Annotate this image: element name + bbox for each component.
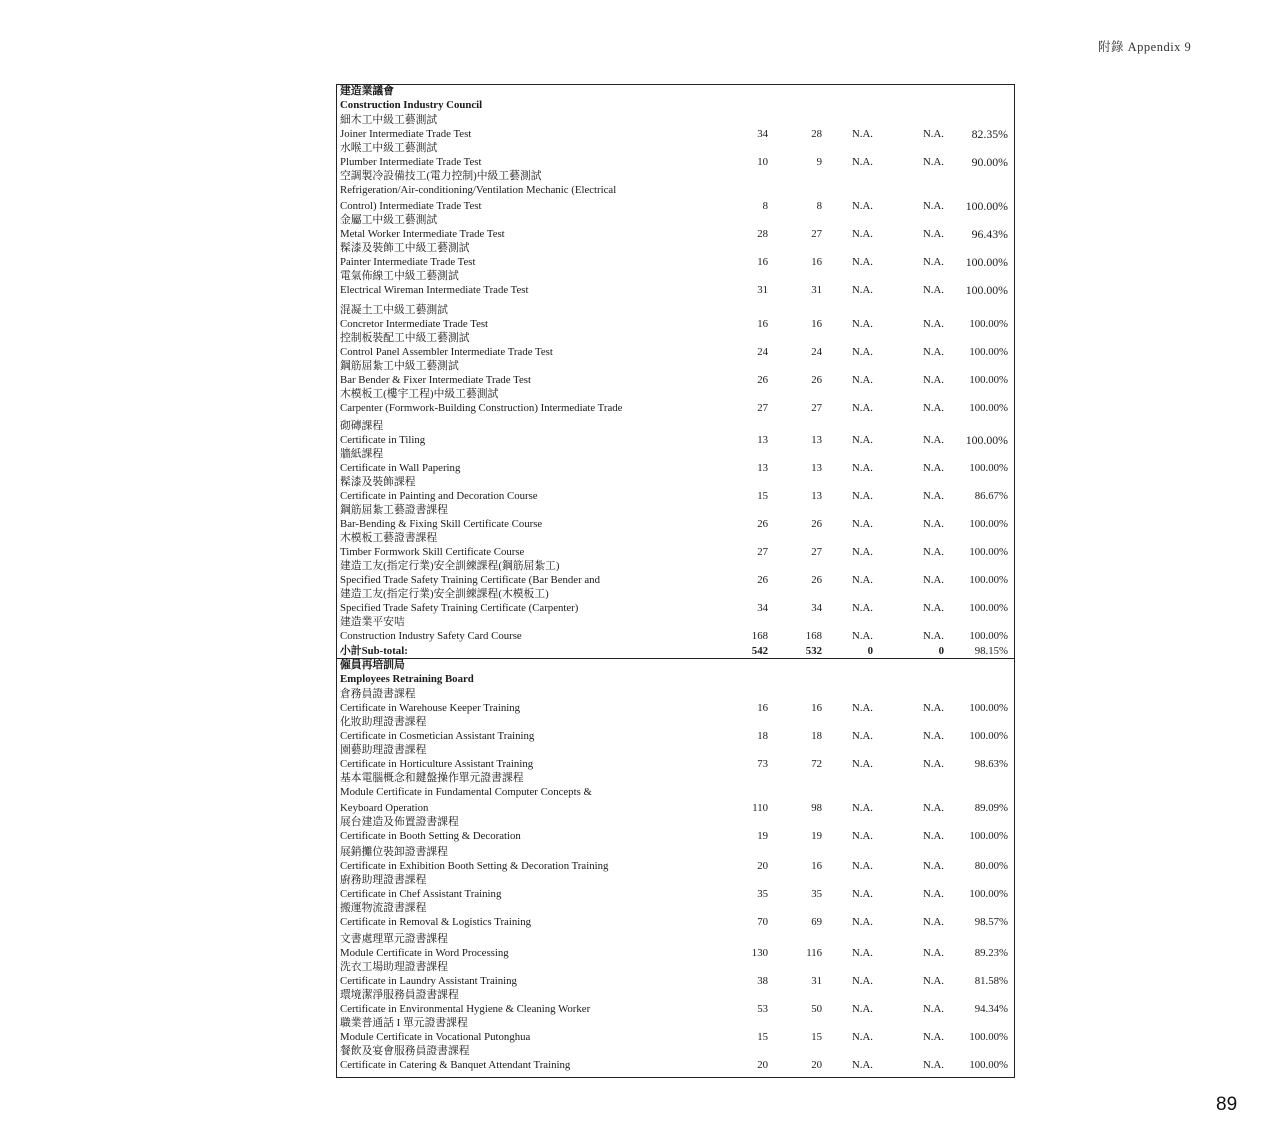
na-value-b: N.A.: [923, 200, 944, 212]
course-name-en: Certificate in Laundry Assistant Training: [340, 975, 517, 987]
completers-value: 72: [811, 758, 822, 770]
na-value-a: N.A.: [852, 518, 873, 530]
na-value-a: N.A.: [852, 947, 873, 959]
course-name-en: Bar-Bending & Fixing Skill Certificate Course: [340, 518, 543, 530]
table-body: [337, 85, 1014, 1072]
training-results-table: [336, 84, 1015, 1078]
course-name-zh: 細木工中級工藝測試: [340, 114, 438, 126]
completers-value: 26: [811, 374, 822, 386]
course-name-en: Bar Bender & Fixer Intermediate Trade Test: [340, 374, 531, 386]
course-name-en: Refrigeration/Air-conditioning/Ventilation Mechanic (Electrical: [340, 184, 617, 196]
course-name-zh: 鋼筋屈紮工中級工藝測試: [340, 360, 459, 372]
course-name-en: Certificate in Painting and Decoration Course: [340, 490, 538, 502]
rate-value: 100.00%: [969, 462, 1008, 474]
table-row: [337, 715, 1014, 743]
rate-value: 100.00%: [969, 518, 1008, 530]
course-name-en: Module Certificate in Word Processing: [340, 947, 509, 959]
na-value-a: N.A.: [852, 256, 873, 268]
na-value-a: N.A.: [852, 802, 873, 814]
table-row: [337, 169, 1014, 213]
na-value-b: N.A.: [923, 947, 944, 959]
completers-value: 13: [811, 462, 822, 474]
table-row: [337, 303, 1014, 331]
completers-value: 35: [811, 888, 822, 900]
course-name-zh: 髹漆及裝飾課程: [340, 476, 416, 488]
rate-value: 100.00%: [969, 630, 1008, 642]
table-row: [337, 615, 1014, 643]
course-name-zh: 砌磚課程: [340, 420, 384, 432]
table-row: [337, 503, 1014, 531]
rate-value: 100.00%: [969, 702, 1008, 714]
completers-value: 18: [811, 730, 822, 742]
course-name-en: Certificate in Wall Papering: [340, 462, 461, 474]
rate-value: 98.57%: [974, 916, 1008, 928]
course-name-zh: 環境潔淨服務員證書課程: [340, 989, 459, 1001]
na-value-b: N.A.: [923, 860, 944, 872]
completers-value: 8: [816, 200, 822, 212]
course-name-en: Specified Trade Safety Training Certificate (Bar Bender and: [340, 574, 600, 586]
completers-value: 24: [811, 346, 822, 358]
course-name-zh: 園藝助理證書課程: [340, 744, 427, 756]
section-title-en: Employees Retraining Board: [340, 673, 474, 685]
course-name-zh: 鋼筋屈紮工藝證書課程: [340, 504, 448, 516]
row-values: [337, 1002, 1014, 1016]
row-values: [337, 629, 1014, 643]
course-name-zh: 牆紙課程: [340, 448, 384, 460]
rate-value: 94.34%: [974, 1003, 1008, 1015]
table-row: [337, 387, 1014, 415]
applicants-value: 34: [757, 602, 768, 614]
row-values: [337, 757, 1014, 771]
table-row: [337, 241, 1014, 269]
row-values: [337, 729, 1014, 743]
course-name-en: Certificate in Warehouse Keeper Training: [340, 702, 521, 714]
applicants-value: 110: [752, 802, 768, 814]
table-row: [337, 559, 1014, 587]
course-name-zh: 基本電腦概念和鍵盤操作單元證書課程: [340, 772, 524, 784]
course-name-zh: 空調製冷設備技工(電力控制)中級工藝測試: [340, 170, 542, 182]
completers-value: 9: [816, 156, 822, 168]
table-row: [337, 141, 1014, 169]
course-name-en: Certificate in Environmental Hygiene & Cleaning Worker: [340, 1003, 591, 1015]
row-values: [337, 345, 1014, 359]
table-row: [337, 932, 1014, 960]
table-row: [337, 419, 1014, 447]
rate-value: 100.00%: [969, 546, 1008, 558]
completers-value: 31: [811, 284, 822, 296]
course-name-en: Concretor Intermediate Trade Test: [340, 318, 489, 330]
completers-value: 20: [811, 1059, 822, 1071]
na-value-a: N.A.: [852, 830, 873, 842]
table-row: [337, 1016, 1014, 1044]
na-value-b: N.A.: [923, 1031, 944, 1043]
row-values: [337, 545, 1014, 559]
na-value-a: N.A.: [852, 730, 873, 742]
table-row: [337, 359, 1014, 387]
na-value-a: N.A.: [852, 200, 873, 212]
na-value-b: N.A.: [923, 518, 944, 530]
completers-value: 98: [811, 802, 822, 814]
row-values: [337, 317, 1014, 331]
completers-value: 26: [811, 518, 822, 530]
rate-value: 98.63%: [974, 758, 1008, 770]
section-1: [337, 658, 1014, 1072]
rate-value: 96.43%: [971, 227, 1008, 241]
course-name-en: Timber Formwork Skill Certificate Course: [340, 546, 525, 558]
na-value-a: N.A.: [852, 574, 873, 586]
row-values: [337, 517, 1014, 531]
completers-value: 69: [811, 916, 822, 928]
table-row: [337, 331, 1014, 359]
completers-value: 27: [811, 546, 822, 558]
subtotal-applicants: 542: [751, 645, 768, 657]
row-values: [337, 433, 1014, 447]
na-value-a: N.A.: [852, 1031, 873, 1043]
course-name-zh: 建造業平安咭: [340, 616, 405, 628]
row-values: [337, 974, 1014, 988]
completers-value: 168: [805, 630, 822, 642]
rate-value: 100.00%: [965, 433, 1008, 447]
rate-value: 100.00%: [969, 402, 1008, 414]
table-row: [337, 815, 1014, 843]
course-name-zh: 展銷攤位裝卸證書課程: [340, 846, 448, 858]
na-value-b: N.A.: [923, 318, 944, 330]
applicants-value: 26: [757, 518, 768, 530]
na-value-a: N.A.: [852, 128, 873, 140]
na-value-a: N.A.: [852, 888, 873, 900]
section-0: [337, 85, 1014, 658]
row-values: [337, 227, 1014, 241]
na-value-a: N.A.: [852, 434, 873, 446]
applicants-value: 13: [757, 462, 768, 474]
course-name-en: Joiner Intermediate Trade Test: [340, 128, 472, 140]
course-name-en: Certificate in Removal & Logistics Training: [340, 916, 532, 928]
course-name-en: Certificate in Exhibition Booth Setting & Decoration Training: [340, 860, 609, 872]
applicants-value: 27: [757, 402, 768, 414]
row-values: [337, 127, 1014, 141]
na-value-b: N.A.: [923, 730, 944, 742]
course-name-zh: 髹漆及裝飾工中級工藝測試: [340, 242, 470, 254]
subtotal-row: [337, 644, 1014, 658]
course-name-en: Certificate in Horticulture Assistant Training: [340, 758, 534, 770]
rate-value: 100.00%: [969, 574, 1008, 586]
applicants-value: 53: [757, 1003, 768, 1015]
completers-value: 13: [811, 490, 822, 502]
table-row: [337, 743, 1014, 771]
course-name-en: Certificate in Catering & Banquet Attendant Training: [340, 1059, 571, 1071]
na-value-a: N.A.: [852, 462, 873, 474]
na-value-a: N.A.: [852, 702, 873, 714]
na-value-a: N.A.: [852, 156, 873, 168]
subtotal-value-a: 0: [867, 645, 873, 657]
rate-value: 89.09%: [974, 802, 1008, 814]
na-value-b: N.A.: [923, 284, 944, 296]
na-value-a: N.A.: [852, 284, 873, 296]
na-value-b: N.A.: [923, 256, 944, 268]
applicants-value: 16: [757, 702, 768, 714]
applicants-value: 24: [757, 346, 768, 358]
na-value-b: N.A.: [923, 758, 944, 770]
table-row: [337, 771, 1014, 815]
row-values: [337, 401, 1014, 415]
course-name-en: Specified Trade Safety Training Certificate (Carpenter): [340, 602, 579, 614]
na-value-b: N.A.: [923, 228, 944, 240]
completers-value: 27: [811, 402, 822, 414]
row-values: [337, 887, 1014, 901]
na-value-a: N.A.: [852, 975, 873, 987]
course-name-zh: 金屬工中級工藝測試: [340, 214, 438, 226]
na-value-a: N.A.: [852, 860, 873, 872]
row-values: [337, 859, 1014, 873]
applicants-value: 8: [762, 200, 768, 212]
na-value-a: N.A.: [852, 602, 873, 614]
applicants-value: 168: [751, 630, 768, 642]
na-value-b: N.A.: [923, 374, 944, 386]
completers-value: 19: [811, 830, 822, 842]
na-value-a: N.A.: [852, 318, 873, 330]
row-values: [337, 829, 1014, 843]
table-row: [337, 269, 1014, 297]
row-values: [337, 601, 1014, 615]
applicants-value: 26: [757, 574, 768, 586]
row-values: [337, 801, 1014, 815]
rate-value: 100.00%: [965, 283, 1008, 297]
completers-value: 31: [811, 975, 822, 987]
applicants-value: 18: [757, 730, 768, 742]
completers-value: 50: [811, 1003, 822, 1015]
na-value-b: N.A.: [923, 1003, 944, 1015]
course-name-en: Electrical Wireman Intermediate Trade Test: [340, 284, 529, 296]
na-value-b: N.A.: [923, 602, 944, 614]
applicants-value: 73: [757, 758, 768, 770]
table-row: [337, 873, 1014, 901]
table-row: [337, 1044, 1014, 1072]
completers-value: 16: [811, 702, 822, 714]
na-value-b: N.A.: [923, 434, 944, 446]
na-value-b: N.A.: [923, 916, 944, 928]
rate-value: 100.00%: [969, 1059, 1008, 1071]
row-values: [337, 373, 1014, 387]
table-row: [337, 213, 1014, 241]
rate-value: 90.00%: [971, 155, 1008, 169]
na-value-a: N.A.: [852, 916, 873, 928]
course-name-zh: 水喉工中級工藝測試: [340, 142, 438, 154]
table-row: [337, 845, 1014, 873]
course-name-zh: 洗衣工場助理證書課程: [340, 961, 448, 973]
course-name-zh: 木模板工藝證書課程: [340, 532, 438, 544]
applicants-value: 70: [757, 916, 768, 928]
applicants-value: 20: [757, 860, 768, 872]
table-row: [337, 960, 1014, 988]
row-values: [337, 573, 1014, 587]
course-name-en: Certificate in Cosmetician Assistant Training: [340, 730, 535, 742]
applicants-value: 13: [757, 434, 768, 446]
rate-value: 100.00%: [965, 255, 1008, 269]
rate-value: 89.23%: [974, 947, 1008, 959]
subtotal-value-b: 0: [938, 645, 944, 657]
na-value-b: N.A.: [923, 702, 944, 714]
course-name-en: Painter Intermediate Trade Test: [340, 256, 476, 268]
rate-value: 100.00%: [969, 346, 1008, 358]
na-value-b: N.A.: [923, 156, 944, 168]
completers-value: 16: [811, 318, 822, 330]
rate-value: 100.00%: [969, 318, 1008, 330]
row-values: [337, 1030, 1014, 1044]
completers-value: 27: [811, 228, 822, 240]
applicants-value: 16: [757, 256, 768, 268]
completers-value: 16: [811, 256, 822, 268]
rate-value: 100.00%: [969, 830, 1008, 842]
row-values: [337, 946, 1014, 960]
course-name-en: Certificate in Tiling: [340, 434, 426, 446]
course-name-en: Carpenter (Formwork-Building Construction) Intermediate Trade: [340, 402, 623, 414]
row-values: [337, 701, 1014, 715]
rate-value: 100.00%: [969, 1031, 1008, 1043]
row-values: [337, 461, 1014, 475]
course-name-zh: 展台建造及佈置證書課程: [340, 816, 459, 828]
course-name-en: Certificate in Booth Setting & Decoration: [340, 830, 521, 842]
applicants-value: 35: [757, 888, 768, 900]
course-name-en: Metal Worker Intermediate Trade Test: [340, 228, 505, 240]
course-name-en: Certificate in Chef Assistant Training: [340, 888, 502, 900]
applicants-value: 130: [751, 947, 768, 959]
applicants-value: 20: [757, 1059, 768, 1071]
course-name-zh: 化妝助理證書課程: [340, 716, 427, 728]
rate-value: 86.67%: [974, 490, 1008, 502]
applicants-value: 26: [757, 374, 768, 386]
row-values: [337, 255, 1014, 269]
course-name-zh: 建造工友(指定行業)安全訓練課程(木模板工): [340, 588, 549, 600]
na-value-a: N.A.: [852, 490, 873, 502]
na-value-b: N.A.: [923, 128, 944, 140]
course-name-zh: 餐飲及宴會服務員證書課程: [340, 1045, 470, 1057]
section-title-zh: 僱員再培訓局: [340, 659, 405, 671]
na-value-b: N.A.: [923, 546, 944, 558]
na-value-a: N.A.: [852, 228, 873, 240]
na-value-a: N.A.: [852, 402, 873, 414]
applicants-value: 34: [757, 128, 768, 140]
course-name-en: Plumber Intermediate Trade Test: [340, 156, 482, 168]
table-row: [337, 475, 1014, 503]
na-value-a: N.A.: [852, 546, 873, 558]
table-row: [337, 687, 1014, 715]
completers-value: 34: [811, 602, 822, 614]
applicants-value: 31: [757, 284, 768, 296]
rate-value: 100.00%: [965, 199, 1008, 213]
na-value-b: N.A.: [923, 574, 944, 586]
row-values: [337, 199, 1014, 213]
course-name-en: Control Panel Assembler Intermediate Trade Test: [340, 346, 553, 358]
page-number: 89: [1216, 1094, 1238, 1115]
table-row: [337, 587, 1014, 615]
course-name-en: Module Certificate in Fundamental Computer Concepts &: [340, 786, 592, 798]
table-row: [337, 531, 1014, 559]
section-title-zh: 建造業議會: [340, 85, 394, 97]
applicants-value: 15: [757, 490, 768, 502]
applicants-value: 15: [757, 1031, 768, 1043]
course-name-zh: 木模板工(樓宇工程)中級工藝測試: [340, 388, 499, 400]
na-value-b: N.A.: [923, 630, 944, 642]
na-value-b: N.A.: [923, 490, 944, 502]
rate-value: 100.00%: [969, 374, 1008, 386]
applicants-value: 19: [757, 830, 768, 842]
course-name-zh: 文書處理單元證書課程: [340, 933, 448, 945]
na-value-a: N.A.: [852, 630, 873, 642]
table-row: [337, 988, 1014, 1016]
rate-value: 81.58%: [974, 975, 1008, 987]
completers-value: 116: [806, 947, 822, 959]
rate-value: 100.00%: [969, 888, 1008, 900]
rate-value: 100.00%: [969, 602, 1008, 614]
completers-value: 26: [811, 574, 822, 586]
section-title-en: Construction Industry Council: [340, 99, 483, 111]
completers-value: 15: [811, 1031, 822, 1043]
row-values: [337, 915, 1014, 929]
course-name-zh: 職業普通話 I 單元證書課程: [340, 1017, 468, 1029]
row-values: [337, 489, 1014, 503]
table-row: [337, 901, 1014, 929]
na-value-b: N.A.: [923, 346, 944, 358]
applicants-value: 16: [757, 318, 768, 330]
subtotal-label: 小計Sub-total:: [340, 645, 408, 657]
course-name-zh: 電氣佈線工中級工藝測試: [340, 270, 459, 282]
course-name-en: Module Certificate in Vocational Putonghua: [340, 1031, 531, 1043]
na-value-b: N.A.: [923, 975, 944, 987]
row-values: [337, 1058, 1014, 1072]
na-value-b: N.A.: [923, 1059, 944, 1071]
completers-value: 13: [811, 434, 822, 446]
na-value-b: N.A.: [923, 802, 944, 814]
course-name-zh: 搬運物流證書課程: [340, 902, 427, 914]
na-value-a: N.A.: [852, 346, 873, 358]
rate-value: 82.35%: [971, 127, 1008, 141]
row-values: [337, 283, 1014, 297]
course-name-zh: 廚務助理證書課程: [340, 874, 427, 886]
completers-value: 16: [811, 860, 822, 872]
subtotal-rate: 98.15%: [974, 645, 1008, 657]
table-row: [337, 447, 1014, 475]
course-name-zh: 建造工友(指定行業)安全訓練課程(鋼筋屈紮工): [340, 560, 560, 572]
page-header-appendix: 附錄 Appendix 9: [1098, 40, 1192, 54]
applicants-value: 28: [757, 228, 768, 240]
na-value-b: N.A.: [923, 402, 944, 414]
na-value-a: N.A.: [852, 1059, 873, 1071]
completers-value: 28: [811, 128, 822, 140]
na-value-a: N.A.: [852, 1003, 873, 1015]
course-name-en: Construction Industry Safety Card Course: [340, 630, 522, 642]
row-values: [337, 155, 1014, 169]
na-value-b: N.A.: [923, 462, 944, 474]
na-value-a: N.A.: [852, 758, 873, 770]
subtotal-completers: 532: [805, 645, 822, 657]
na-value-b: N.A.: [923, 888, 944, 900]
applicants-value: 10: [757, 156, 768, 168]
applicants-value: 27: [757, 546, 768, 558]
rate-value: 100.00%: [969, 730, 1008, 742]
course-name-zh: 混凝土工中級工藝測試: [340, 304, 448, 316]
na-value-a: N.A.: [852, 374, 873, 386]
course-name-zh: 倉務員證書課程: [340, 688, 416, 700]
na-value-b: N.A.: [923, 830, 944, 842]
course-name-zh: 控制板裝配工中級工藝測試: [340, 332, 470, 344]
table-row: [337, 113, 1014, 141]
applicants-value: 38: [757, 975, 768, 987]
rate-value: 80.00%: [974, 860, 1008, 872]
course-name-en-continued: Keyboard Operation: [340, 802, 429, 814]
course-name-en-continued: Control) Intermediate Trade Test: [340, 200, 482, 212]
